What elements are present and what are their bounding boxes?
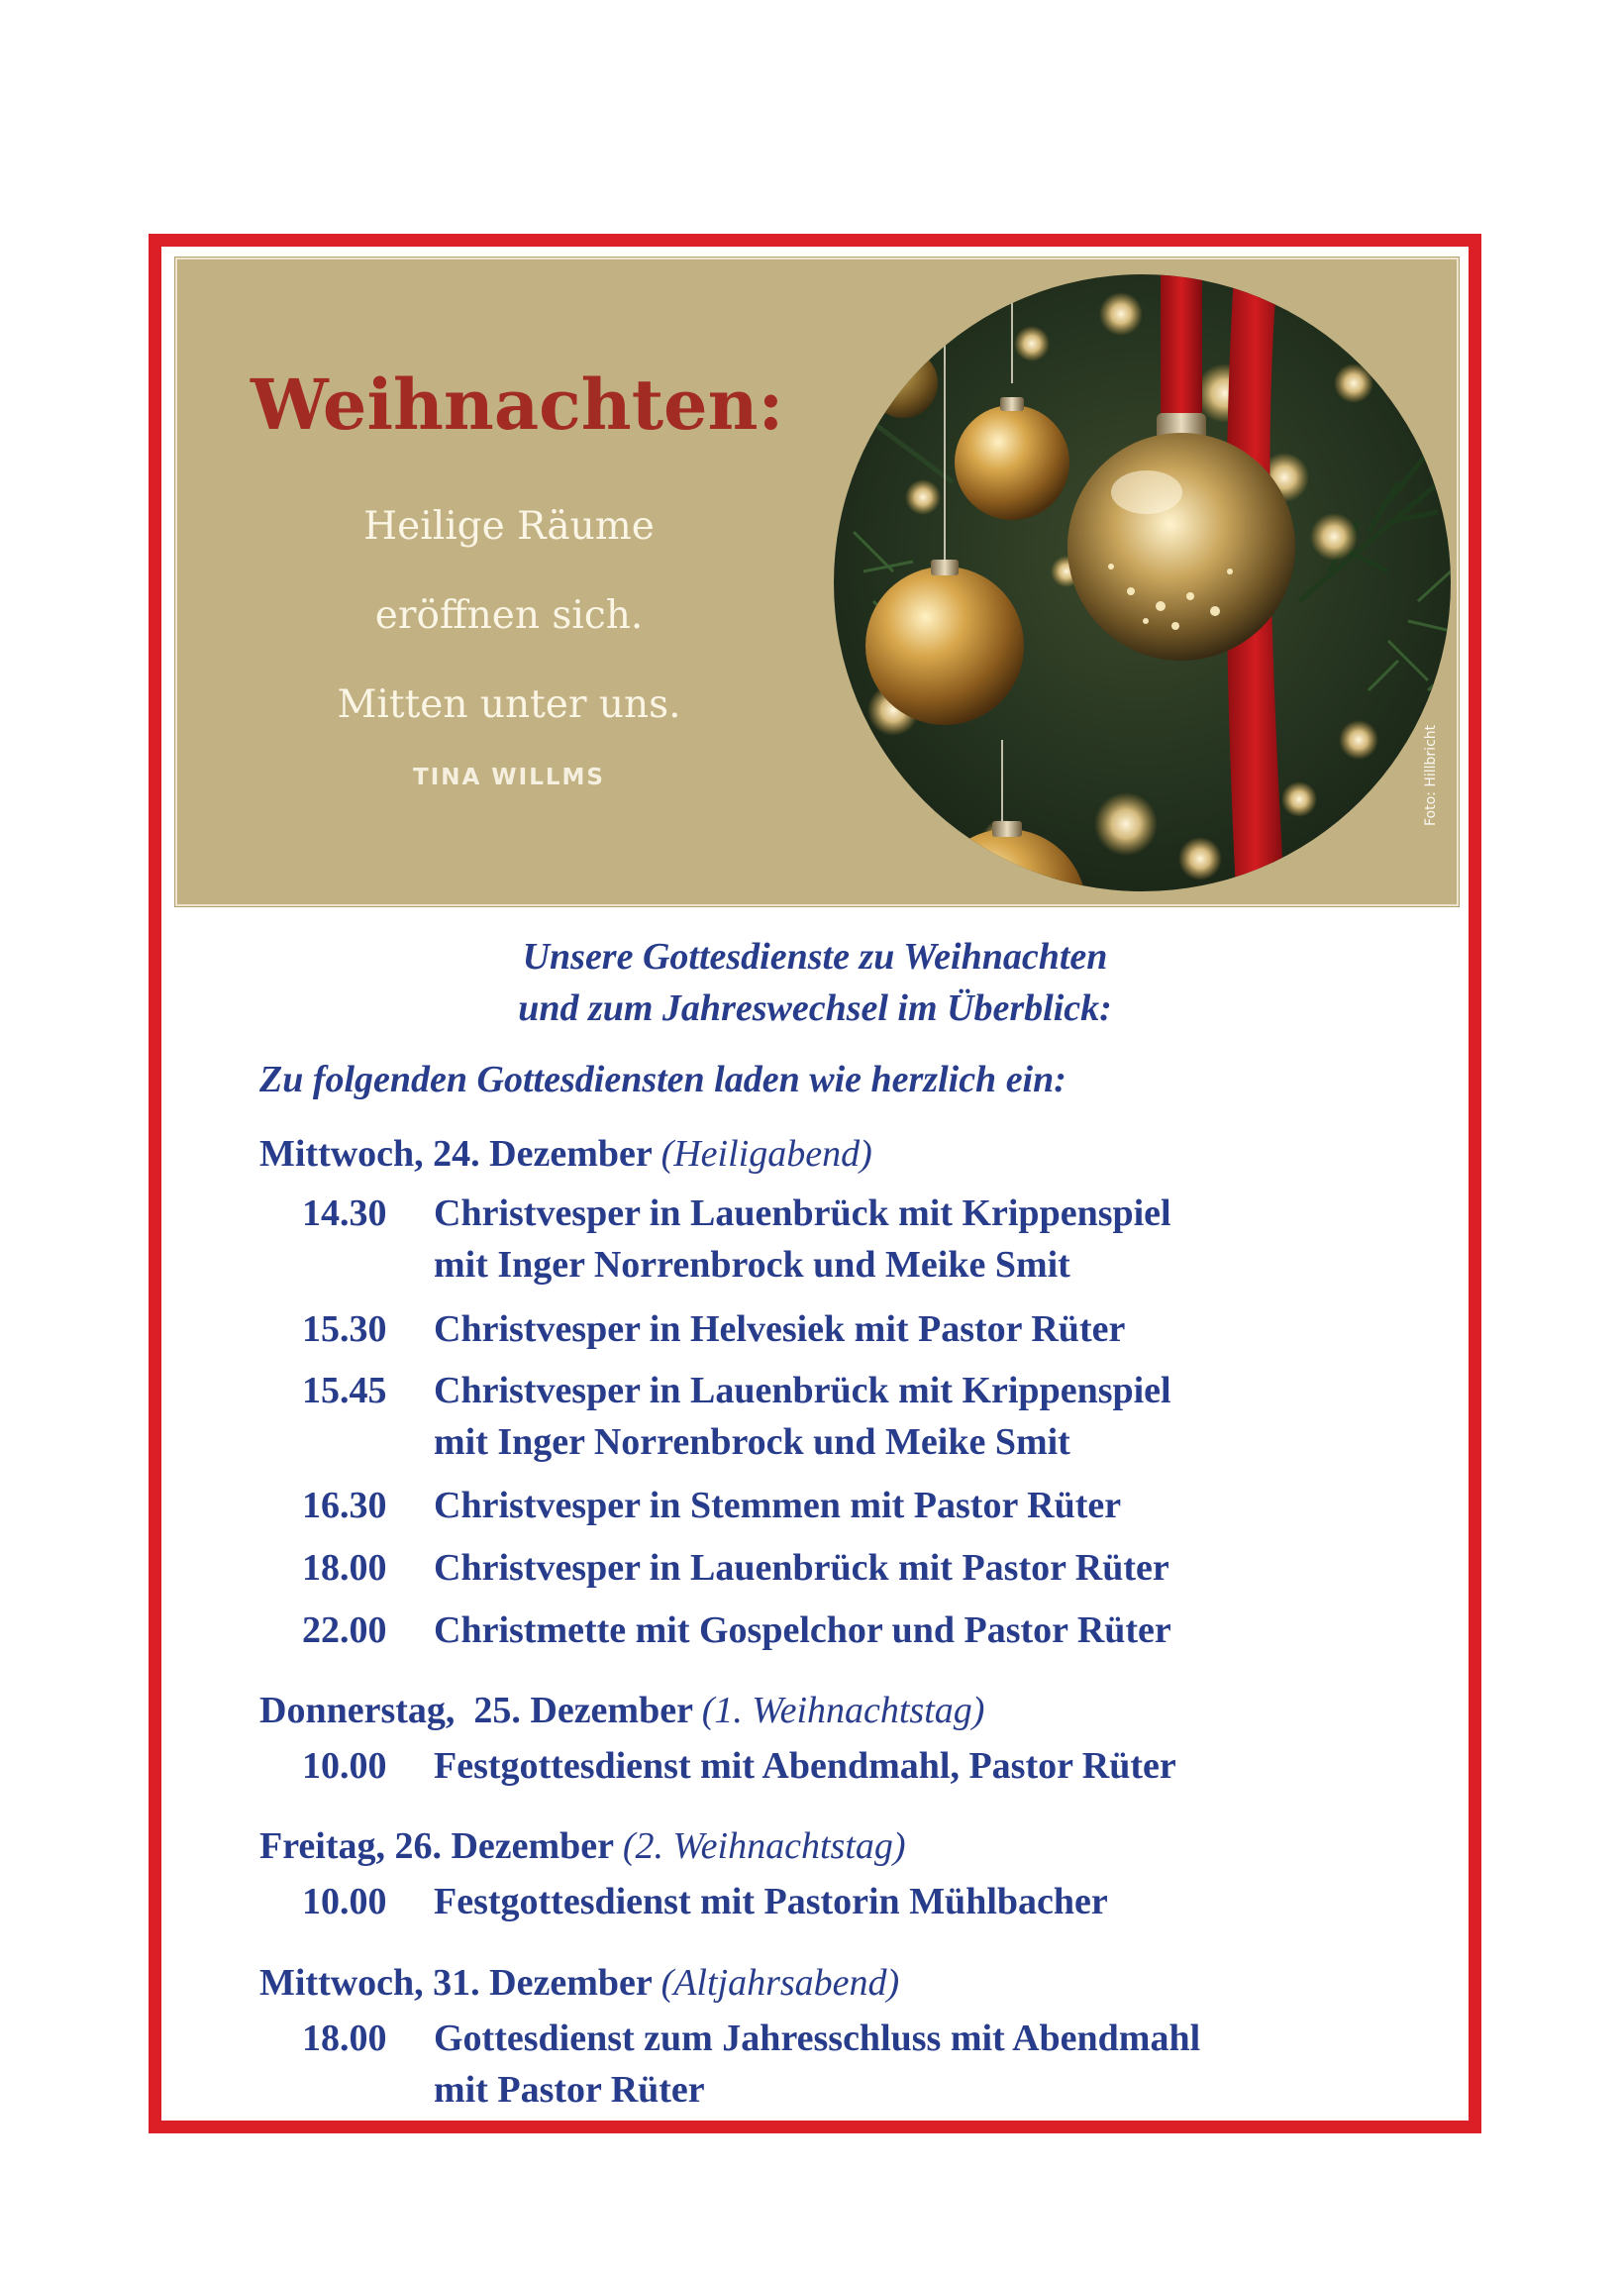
service-description (434, 1605, 1171, 1656)
service-description (434, 1188, 1171, 1291)
christmas-ornament-photo (834, 274, 1451, 891)
service-description (434, 1740, 1176, 1792)
description-line: Christvesper in Stemmen mit Pastor Rüter (434, 1485, 1122, 1526)
service-time: 15.30 (302, 1308, 387, 1350)
day-heading (259, 1961, 899, 2005)
day-date: Freitag, 26. Dezember (259, 1825, 614, 1867)
intro-line: und zum Jahreswechsel im Überblick: (518, 987, 1112, 1029)
description-line: Christvesper in Lauenbrück mit Krippenspiel (434, 1370, 1171, 1411)
banner-headline: Weihnachten: (251, 363, 784, 446)
quote-line: Heilige Räume (363, 504, 655, 549)
day-note: (Heiligabend) (660, 1133, 872, 1175)
service-time: 18.00 (302, 1547, 387, 1589)
intro-line: Unsere Gottesdienste zu Weihnachten (522, 936, 1108, 978)
description-line: mit Pastor Rüter (434, 2069, 705, 2111)
day-heading (259, 1132, 872, 1176)
description-line: Gottesdienst zum Jahresschluss mit Abendmahl (434, 2018, 1201, 2059)
service-time: 16.30 (302, 1485, 387, 1526)
day-date: Mittwoch, 31. Dezember (259, 1962, 653, 2004)
day-note: (2. Weihnachtstag) (622, 1825, 906, 1867)
description-line: Festgottesdienst mit Pastorin Mühlbacher (434, 1881, 1108, 1922)
intro-heading (149, 931, 1481, 1034)
day-heading (259, 1824, 906, 1868)
service-description (434, 1480, 1121, 1531)
day-note: (1. Weihnachtstag) (701, 1690, 985, 1731)
day-note: (Altjahrsabend) (660, 1962, 900, 2004)
description-line: mit Inger Norrenbrock und Meike Smit (434, 1421, 1070, 1463)
day-heading (259, 1689, 984, 1732)
service-time: 14.30 (302, 1192, 387, 1234)
service-time: 18.00 (302, 2018, 387, 2059)
photo-credit: Foto: Hillbricht (1423, 724, 1439, 826)
service-description (434, 1365, 1171, 1468)
service-time: 15.45 (302, 1370, 387, 1411)
header-banner (175, 258, 1459, 906)
service-description (434, 2013, 1200, 2116)
description-line: Christmette mit Gospelchor und Pastor Rüter (434, 1609, 1171, 1651)
service-description (434, 1542, 1169, 1594)
service-time: 10.00 (302, 1881, 387, 1922)
banner-quote (266, 482, 752, 750)
description-line: Christvesper in Lauenbrück mit Pastor Rüter (434, 1547, 1169, 1589)
quote-line: Mitten unter uns. (337, 682, 681, 727)
invitation-text: Zu folgenden Gottesdiensten laden wie herzlich ein: (259, 1059, 1066, 1100)
description-line: mit Inger Norrenbrock und Meike Smit (434, 1244, 1070, 1286)
description-line: Festgottesdienst mit Abendmahl, Pastor Rüter (434, 1745, 1176, 1787)
service-description (434, 1303, 1125, 1355)
service-time: 22.00 (302, 1609, 387, 1651)
service-time: 10.00 (302, 1745, 387, 1787)
quote-line: eröffnen sich. (374, 593, 644, 638)
description-line: Christvesper in Helvesiek mit Pastor Rüter (434, 1308, 1126, 1350)
description-line: Christvesper in Lauenbrück mit Krippenspiel (434, 1192, 1171, 1234)
day-date: Mittwoch, 24. Dezember (259, 1133, 653, 1175)
quote-author: TINA WILLMS (413, 765, 605, 790)
day-date: Donnerstag, 25. Dezember (259, 1690, 693, 1731)
service-description (434, 1876, 1108, 1927)
